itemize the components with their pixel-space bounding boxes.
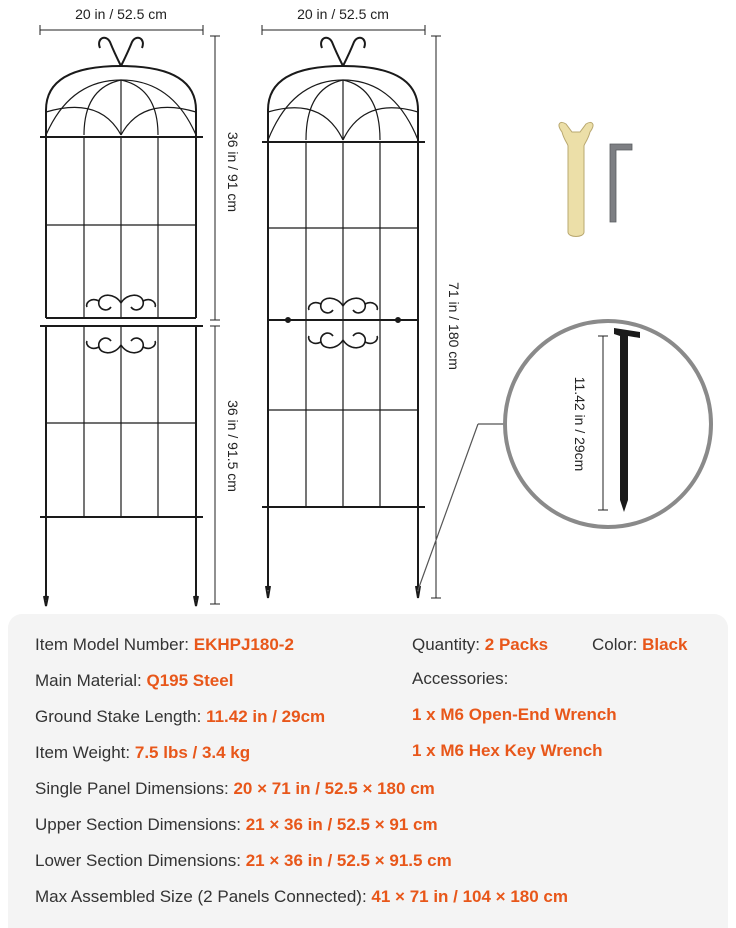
quantity-label: Quantity: (412, 635, 481, 654)
single-panel-row (35, 779, 435, 799)
total-height-label: 71 in / 180 cm (446, 282, 462, 370)
width-dimension-1 (40, 25, 203, 35)
upper-section-value: 21 × 36 in / 52.5 × 91 cm (245, 815, 438, 834)
accessories-label: Accessories: (412, 669, 509, 688)
upper-section-row (35, 815, 438, 835)
color-value: Black (642, 635, 688, 654)
upper-height-label: 36 in / 91 cm (225, 131, 241, 213)
single-panel-label: Single Panel Dimensions: (35, 779, 229, 798)
accessory-item-2: 1 x M6 Hex Key Wrench (412, 741, 603, 760)
upper-section-label: Upper Section Dimensions: (35, 815, 241, 834)
stake-length-row (35, 707, 325, 727)
total-height-dimension (431, 36, 441, 598)
lower-section-label: Lower Section Dimensions: (35, 851, 241, 870)
panel-width-label-2: 20 in / 52.5 cm (297, 6, 389, 22)
hex-key-wrench-icon (610, 144, 632, 222)
stake-length-label: 11.42 in / 29cm (572, 376, 588, 472)
stake-length-value: 11.42 in / 29cm (206, 707, 326, 726)
weight-label: Item Weight: (35, 743, 131, 762)
model-number-label: Item Model Number: (35, 635, 189, 654)
panel-width-label-1: 20 in / 52.5 cm (75, 6, 167, 22)
width-dimension-2 (262, 25, 425, 35)
lower-section-row (35, 851, 452, 871)
color-row (592, 635, 687, 655)
lower-section-value: 21 × 36 in / 52.5 × 91.5 cm (245, 851, 452, 870)
single-panel-value: 20 × 71 in / 52.5 × 180 cm (233, 779, 435, 798)
model-number-row (35, 635, 294, 655)
quantity-row (412, 635, 548, 655)
open-end-wrench-icon (559, 122, 593, 236)
model-number-value: EKHPJ180-2 (193, 635, 294, 654)
max-assembled-label: Max Assembled Size (2 Panels Connected): (35, 887, 367, 906)
quantity-value: 2 Packs (484, 635, 549, 654)
max-assembled-row (35, 887, 568, 907)
max-assembled-value: 41 × 71 in / 104 × 180 cm (371, 887, 568, 906)
weight-row (35, 743, 250, 763)
spec-card (8, 614, 728, 928)
accessory-item-1: 1 x M6 Open-End Wrench (412, 705, 617, 724)
color-label: Color: (592, 635, 638, 654)
panel-disassembled (40, 38, 203, 606)
weight-value: 7.5 lbs / 3.4 kg (134, 743, 251, 762)
material-value: Q195 Steel (146, 671, 234, 690)
material-label: Main Material: (35, 671, 142, 690)
lower-height-dimension (210, 326, 220, 604)
material-row (35, 671, 233, 691)
upper-height-dimension (210, 36, 220, 320)
panel-assembled (262, 38, 425, 598)
lower-height-label: 36 in / 91.5 cm (225, 400, 241, 492)
stake-length-spec-label: Ground Stake Length: (35, 707, 202, 726)
